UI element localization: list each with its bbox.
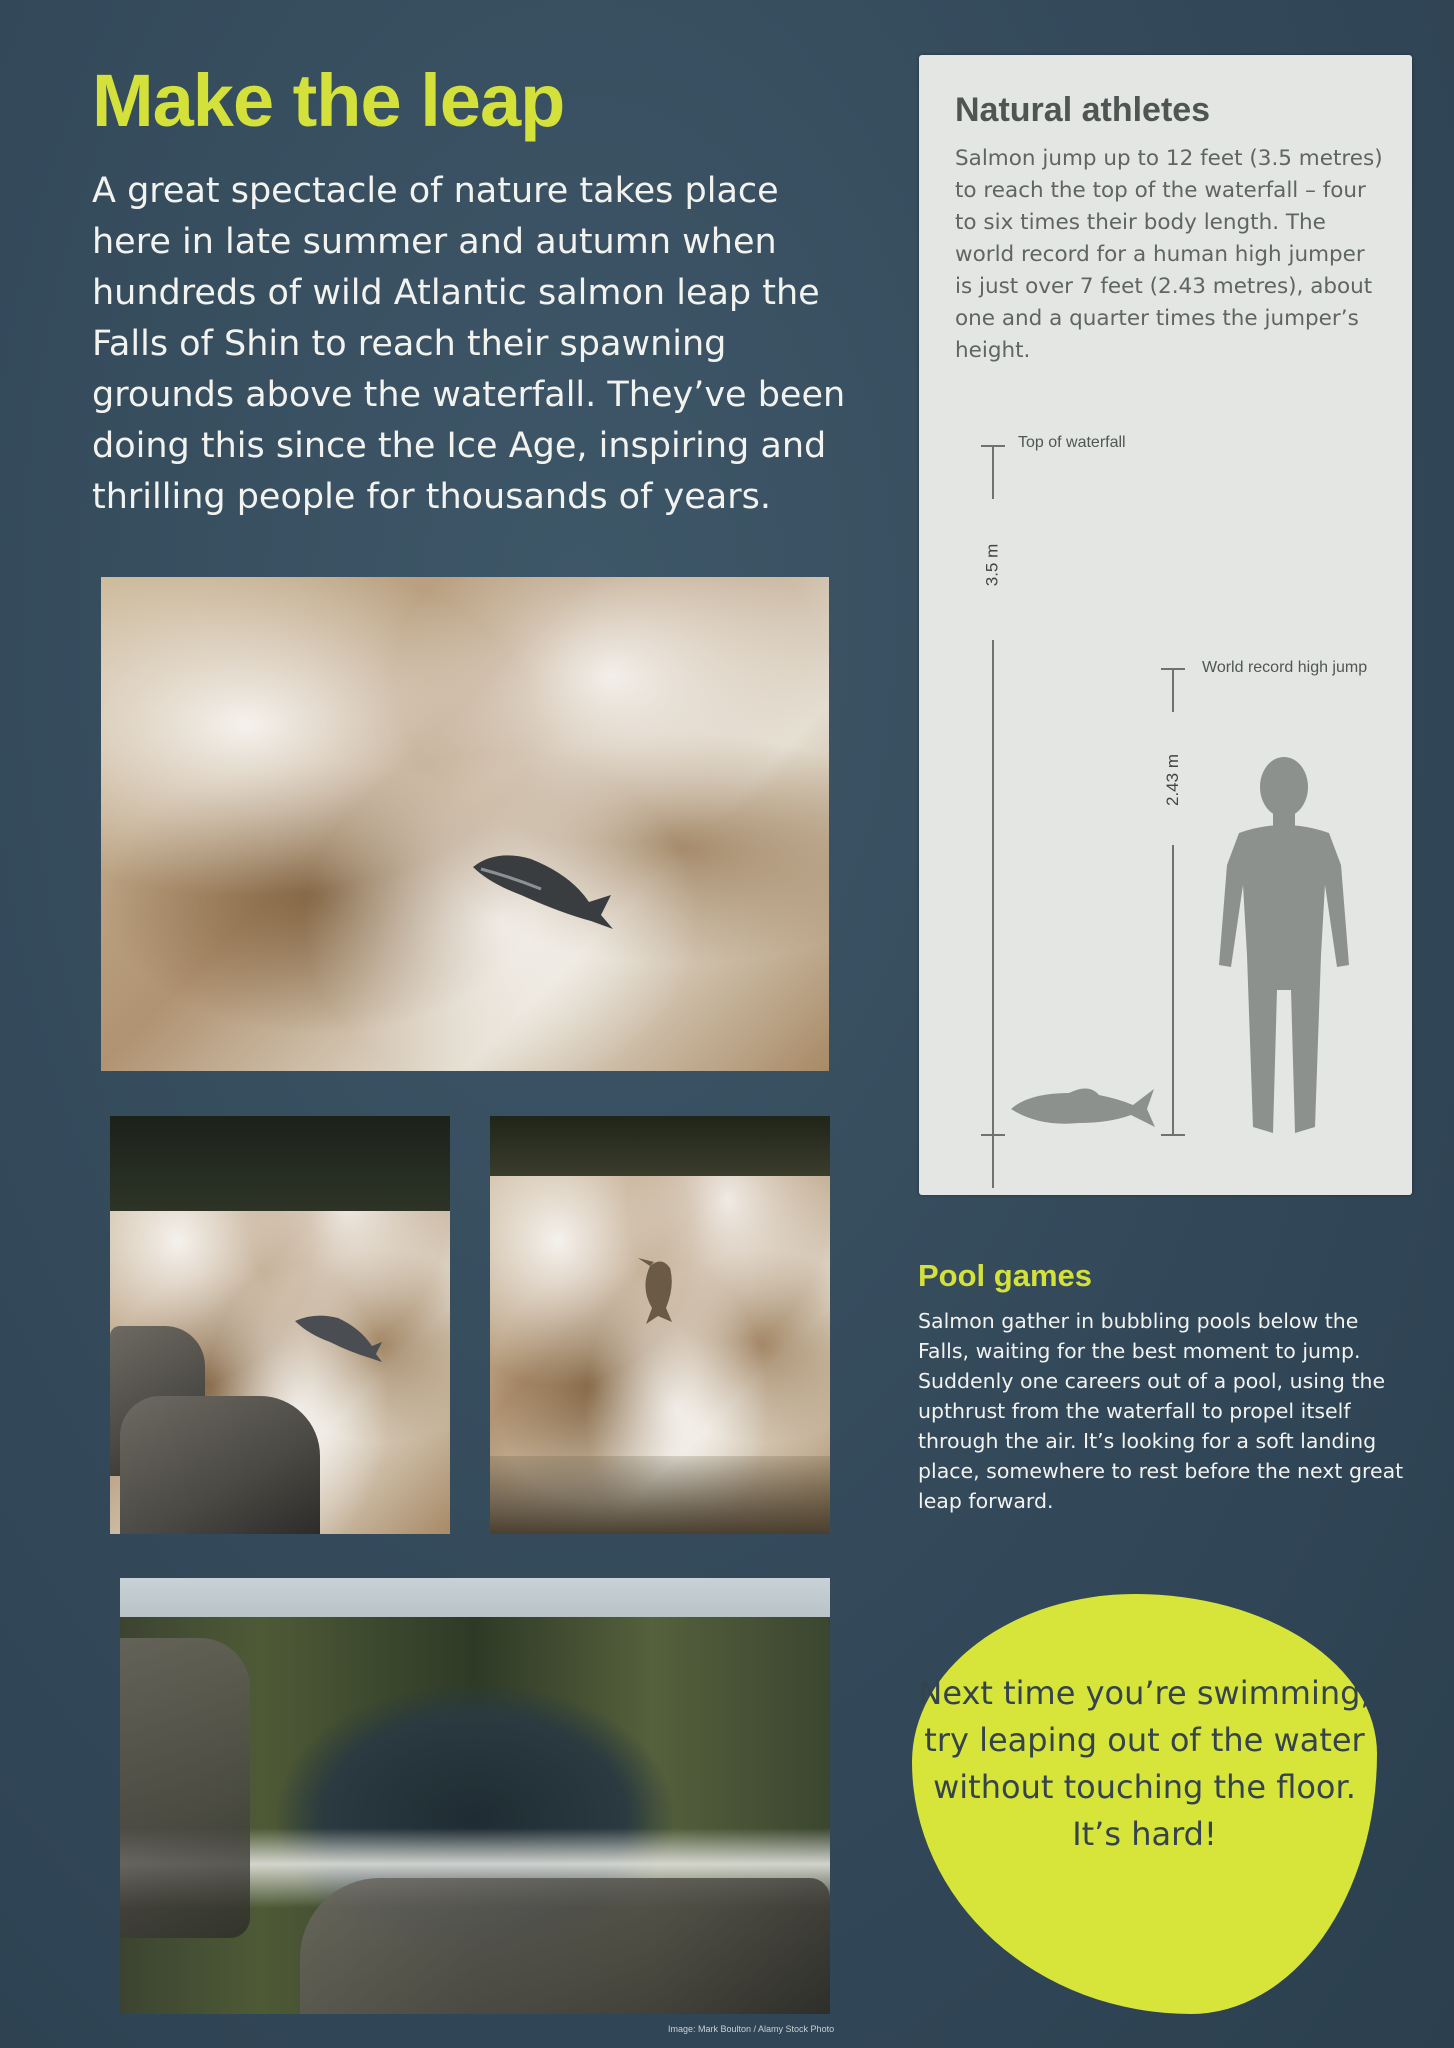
waterfall-scale-line-upper: [992, 445, 994, 499]
pool-games-heading: Pool games: [918, 1258, 1092, 1293]
tip-text: Next time you’re swimming, try leaping out of the water without touching the floor. It’s hard!: [918, 1674, 1371, 1853]
pool-games-body: Salmon gather in bubbling pools below the Falls, waiting for the best moment to jump. Suddenly one careers out of a pool, using the upthrust from the waterfall to propel itself through the air. It’s looking for a soft landing place, somewhere to rest before the next great leap forward.: [918, 1309, 1404, 1513]
intro-paragraph: A great spectacle of nature takes place here in late summer and autumn when hundreds of wild Atlantic salmon leap the Falls of Shin to reach their spawning grounds above the waterfall. They’ve been doing this since the Ice Age, inspiring and thrilling people for thousands of years.: [92, 171, 846, 517]
natural-athletes-panel: [919, 55, 1412, 1195]
record-scale-cap-bottom: [1161, 1134, 1185, 1136]
tip-callout: [912, 1594, 1377, 2014]
rapids-photo: [110, 1116, 450, 1534]
panel-body: Salmon jump up to 12 feet (3.5 metres) to reach the top of the waterfall – four to six times their body length. The world record for a human high jumper is just over 7 feet (2.43 metres), about one and a quarter times the jumper’s height.: [955, 146, 1383, 363]
waterfall-scale-line-lower: [992, 640, 994, 1188]
human-silhouette-icon: [1209, 755, 1359, 1140]
page-title: Make the leap: [92, 59, 565, 142]
top-of-waterfall-label: Top of waterfall: [1018, 434, 1126, 451]
salmon-icon: [110, 1116, 450, 1534]
photo-credit: Image: Mark Boulton / Alamy Stock Photo: [668, 2024, 835, 2034]
waterfall-height-label: 3.5 m: [982, 543, 1002, 587]
waterfall-scale-cap-bottom: [981, 1134, 1005, 1136]
world-record-label: World record high jump: [1202, 659, 1368, 676]
salmon-icon: [490, 1116, 830, 1534]
record-scale-line-upper: [1172, 668, 1174, 712]
salmon-leap-photo: [101, 577, 829, 1071]
gorge-photo: [120, 1578, 830, 2014]
falls-photo: [490, 1116, 830, 1534]
record-scale-line-lower: [1172, 845, 1174, 1135]
panel-heading: Natural athletes: [955, 91, 1211, 129]
record-height-label: 2.43 m: [1162, 754, 1182, 806]
salmon-silhouette-icon: [1009, 1083, 1159, 1133]
salmon-icon: [101, 577, 829, 1071]
